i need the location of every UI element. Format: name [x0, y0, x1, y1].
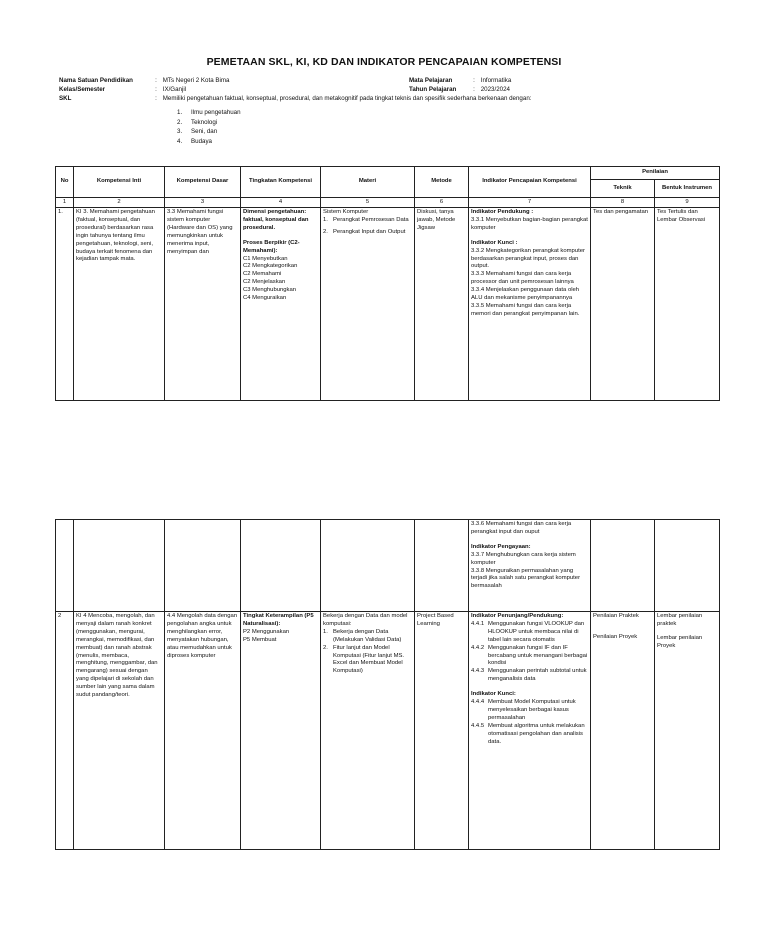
info-mapel [409, 77, 511, 86]
row1-materi [321, 208, 415, 401]
row2-no: 2 [56, 612, 74, 850]
row1-ipk [469, 208, 591, 401]
ipk-item: 4.4.4 Membuat Model Komputasi untuk menyelesaikan berbagai kasus permasalahan [471, 699, 576, 721]
skl-list [177, 108, 241, 146]
header-ipk: Indikator Pencapaian Kompetensi [469, 167, 591, 198]
teknik-item: Penilaian Praktek [593, 613, 639, 619]
colon: : [155, 77, 157, 84]
satuan-label: Nama Satuan Pendidikan [59, 77, 133, 84]
ipk-heading: Indikator Pendukung : [471, 209, 534, 215]
ipk-heading: Indikator Kunci : [471, 239, 518, 246]
row1-teknik: Tes dan pengamatan [591, 208, 655, 401]
info-tahun [409, 86, 510, 95]
info-skl [59, 95, 739, 104]
cont-ipk [469, 520, 591, 612]
header-metode: Metode [415, 167, 469, 198]
row2-materi [321, 612, 415, 850]
row1-tingkatan [241, 208, 321, 401]
ting-item: C3 Menghubungkan [243, 287, 297, 294]
ipk-heading: Indikator Penunjang/Pendukung: [471, 613, 564, 619]
ting-dimensi: Dimensi pengetahuan: faktual, konseptual dan prosedural. [243, 209, 309, 231]
ipk-item: 3.3.6 Memahami fungsi dan cara kerja perangkat input dan ouput [471, 521, 572, 535]
row2-teknik [591, 612, 655, 850]
col-number: 3 [165, 198, 241, 208]
colon: : [155, 86, 157, 93]
skl-item: 2. Teknologi [177, 118, 218, 126]
col-number: 7 [469, 198, 591, 208]
info-kelas [59, 86, 186, 95]
ipk-item: 3.3.1 Menyebutkan bagian-bagian perangkat komputer [471, 216, 588, 231]
materi-item: 1. Bekerja dengan Data (Melakukan Validasi Data) [323, 628, 402, 643]
kelas-value: IX/Ganjil [162, 86, 187, 93]
materi-item: 2. Perangkat Input dan Output [323, 228, 406, 235]
header-no: No [56, 167, 74, 198]
table-row [56, 612, 720, 850]
col-number: 4 [241, 198, 321, 208]
header-bentuk: Bentuk Instrumen [655, 180, 720, 198]
tahun-value: 2023/2024 [480, 86, 510, 93]
ipk-item: 3.3.2 Mengkategorikan perangkat komputer berdasarkan perangkat input, proses dan output. [471, 247, 585, 270]
materi-item: 1. Perangkat Pemrosesan Data [323, 216, 409, 223]
table-row [56, 208, 720, 401]
page-title: PEMETAAN SKL, KI, KD DAN INDIKATOR PENCAPAIAN KOMPETENSI [206, 56, 562, 68]
header-penilaian: Penilaian [591, 167, 720, 180]
ipk-item: 4.4.1 Menggunakan fungsi VLOOKUP dan HLOOKUP untuk membaca nilai di tabel lain secara otomatis [471, 620, 585, 643]
competency-table-1 [55, 166, 720, 401]
ipk-item: 3.3.3 Memahami fungsi dan cara kerja processor dan unit pemrosesan lainnya [471, 271, 574, 286]
ting-item: P2 Menggunakan [243, 628, 290, 635]
row1-ki: KI 3. Memahami pengetahuan (faktual, konseptual, dan prosedural) berdasarkan rasa ingin tahunya tentang ilmu pengetahuan, teknologi, seni, budaya terkait fenomena dan kejadian tampak mata. [74, 208, 165, 401]
row2-kd: 4.4 Mengolah data dengan pengolahan angka untuk menghilangkan error, menyatakan hubungan, atau memudahkan untuk diproses komputer [165, 612, 241, 850]
colon: : [155, 95, 157, 102]
colon: : [473, 77, 475, 84]
col-number: 2 [74, 198, 165, 208]
competency-table-2 [55, 519, 720, 850]
header-teknik: Teknik [591, 180, 655, 198]
ting-item: C1 Menyebutkan [243, 255, 288, 262]
row1-bentuk: Tes Tertulis dan Lembar Observasi [655, 208, 720, 401]
row2-bentuk [655, 612, 720, 850]
ipk-item: 3.3.4 Menjelaskan penggunaan data oleh ALU dan mekanisme penyimpanannya [471, 287, 580, 302]
table-row [56, 520, 720, 612]
materi-item: 2. Fitur lanjut dan Model Komputasi (Fitur lanjut MS. Excel dan Membuat Model Komputasi) [323, 644, 405, 675]
row2-ipk [469, 612, 591, 850]
teknik-item: Penilaian Proyek [593, 633, 638, 640]
skl-item: 1. Ilmu pengetahuan [177, 109, 241, 116]
ipk-item: 3.3.7 Menghubungkan cara kerja sistem komputer [471, 551, 576, 566]
bentuk-item: Lembar penilaian Proyek [657, 634, 703, 649]
column-numbers-row [56, 198, 720, 208]
header-kd: Kompetensi Dasar [165, 167, 241, 198]
skl-label: SKL [59, 95, 72, 102]
row1-kd: 3.3 Memahami fungsi sistem komputer (Hardware dan OS) yang memungkinkan untuk menerima input, menyimpan dan [165, 208, 241, 401]
ipk-item: 4.4.5 Membuat algoritma untuk melakukan otomatisasi pengolahan dan analisis data. [471, 722, 585, 745]
materi-title: Sistem Komputer [323, 209, 369, 215]
ting-item: C2 Menjelaskan [243, 279, 286, 286]
info-satuan [59, 77, 229, 86]
bentuk-item: Lembar penilaian praktek [657, 613, 703, 627]
ting-item: P5 Membuat [243, 636, 277, 643]
ipk-item: 4.4.2 Menggunakan fungsi IF dan IF bercabang untuk menangani berbagai kondisi [471, 644, 588, 667]
row2-ki: KI 4 Mencoba, mengolah, dan menyaji dalam ranah konkret (menggunakan, mengurai, merangkai, memodifikasi, dan membuat) dan ranah abstrak (menulis, membaca, menghitung, menggambar, dan mengarang) sesuai dengan yang dipelajari di sekolah dan sumber lain yang sama dalam sudut pandang/teori. [74, 612, 165, 850]
mapel-label: Mata Pelajaran [409, 77, 453, 84]
ting-item: C2 Mengkategorikan [243, 263, 298, 270]
col-number: 5 [321, 198, 415, 208]
ipk-heading: Indikator Pengayaan: [471, 543, 531, 550]
ting-proses: Proses Berpikir (C2-Memahami): [243, 239, 300, 254]
row2-tingkatan [241, 612, 321, 850]
ipk-item: 4.4.3 Menggunakan perintah subtotal untuk menganalisis data [471, 668, 587, 683]
ting-keterampilan: Tingkat Keterampilan (P5 Naturalisasi): [243, 613, 314, 627]
skl-item: 3. Seni, dan [177, 128, 218, 136]
skl-value: Memiliki pengetahuan faktual, konseptual, prosedural, dan metakognitif pada tingkat teknis dan spesifik sederhana berkenaan dengan: [162, 95, 532, 102]
header-tingkatan: Tingkatan Kompetensi [241, 167, 321, 198]
col-number: 9 [655, 198, 720, 208]
materi-title: Bekerja dengan Data dan model komputasi: [323, 613, 408, 627]
row2-metode: Project Based Learning [415, 612, 469, 850]
satuan-value: MTs Negeri 2 Kota Bima [162, 77, 230, 84]
col-number: 6 [415, 198, 469, 208]
ipk-heading: Indikator Kunci: [471, 691, 516, 698]
row1-metode: Diskusi, tanya jawab, Metode Jigsaw [415, 208, 469, 401]
col-number: 8 [591, 198, 655, 208]
ting-item: C4 Menguraikan [243, 295, 287, 302]
header-materi: Materi [321, 167, 415, 198]
colon: : [473, 86, 475, 93]
tahun-label: Tahun Pelajaran [409, 86, 457, 93]
mapel-value: Informatika [480, 77, 512, 84]
row1-no: 1. [56, 208, 74, 401]
ipk-item: 3.3.8 Menguraikan permasalahan yang terjadi jika salah satu perangkat komputer bermasalah [471, 567, 581, 590]
header-ki: Kompetensi Inti [74, 167, 165, 198]
col-number: 1 [56, 198, 74, 208]
skl-item: 4. Budaya [177, 137, 212, 145]
ipk-item: 3.3.5 Memahami fungsi dan cara kerja memori dan perangkat penyimpanan lain. [471, 302, 580, 317]
kelas-label: Kelas/Semester [59, 86, 106, 93]
ting-item: C2 Memahami [243, 271, 282, 278]
